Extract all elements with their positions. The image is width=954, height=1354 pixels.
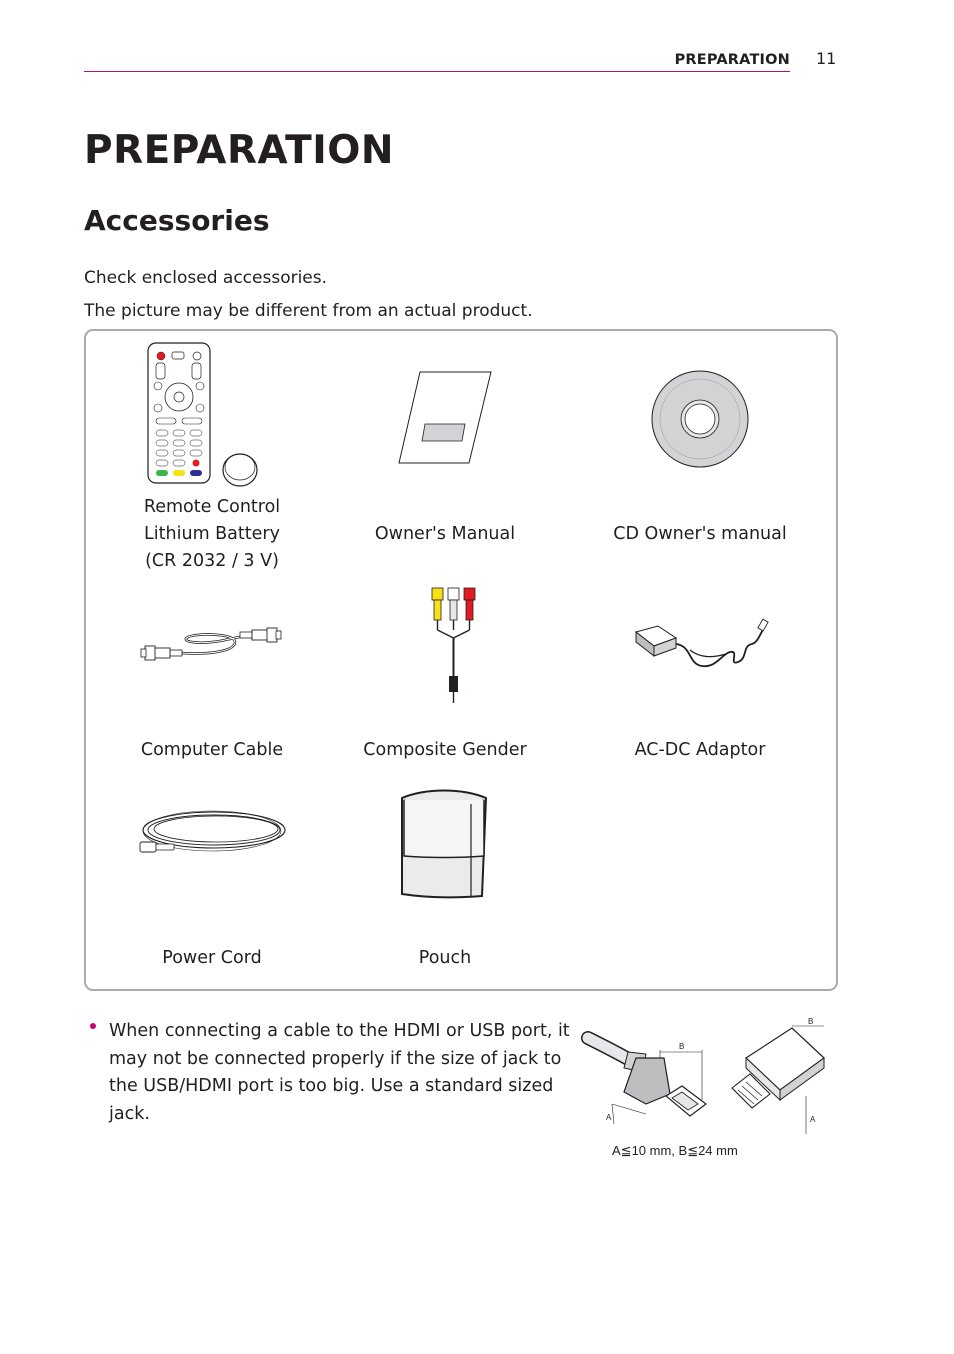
intro-line-1: Check enclosed accessories. bbox=[84, 268, 328, 288]
running-header: PREPARATION bbox=[674, 52, 790, 68]
diagram-label-a-hdmi: A bbox=[606, 1113, 612, 1122]
composite-gender-icon bbox=[428, 584, 480, 706]
accessory-label-pouch: Pouch bbox=[418, 948, 472, 968]
remote-label-line-3: (CR 2032 / 3 V) bbox=[145, 551, 279, 571]
ac-dc-adaptor-icon bbox=[630, 614, 770, 674]
jack-size-caption: A≦10 mm, B≦24 mm bbox=[612, 1143, 738, 1158]
accessory-label-composite-gender: Composite Gender bbox=[363, 740, 527, 760]
accessory-label-cd: CD Owner's manual bbox=[613, 524, 787, 544]
accessory-label-owners-manual: Owner's Manual bbox=[374, 524, 516, 544]
bullet-dot bbox=[90, 1023, 96, 1029]
accessory-label-adaptor: AC-DC Adaptor bbox=[634, 740, 766, 760]
pouch-icon bbox=[396, 786, 492, 900]
cd-icon bbox=[650, 369, 750, 469]
header-rule bbox=[84, 71, 790, 72]
power-cord-icon bbox=[136, 804, 288, 860]
diagram-label-b-hdmi: B bbox=[679, 1042, 685, 1051]
accessory-label-power-cord: Power Cord bbox=[162, 948, 262, 968]
note-text: When connecting a cable to the HDMI or USB port, it may not be connected properly if the size of jack to the USB/HDMI port is too big. Use a standard sized jack. bbox=[109, 1021, 570, 1124]
diagram-label-b-usb: B bbox=[808, 1017, 814, 1026]
section-title: Accessories bbox=[84, 204, 270, 237]
intro-line-2: The picture may be different from an actual product. bbox=[84, 301, 533, 321]
diagram-label-a-usb: A bbox=[810, 1115, 816, 1124]
computer-cable-icon bbox=[140, 625, 285, 670]
page-number: 11 bbox=[816, 49, 837, 68]
accessory-label-computer-cable: Computer Cable bbox=[140, 740, 284, 760]
jack-size-diagram bbox=[586, 1018, 836, 1142]
owners-manual-icon bbox=[398, 370, 493, 465]
accessory-label-remote bbox=[112, 494, 312, 575]
remote-control-icon bbox=[146, 342, 266, 486]
remote-label-line-1: Remote Control bbox=[143, 497, 281, 517]
remote-label-line-2: Lithium Battery bbox=[144, 524, 280, 544]
page-title: PREPARATION bbox=[84, 128, 395, 173]
